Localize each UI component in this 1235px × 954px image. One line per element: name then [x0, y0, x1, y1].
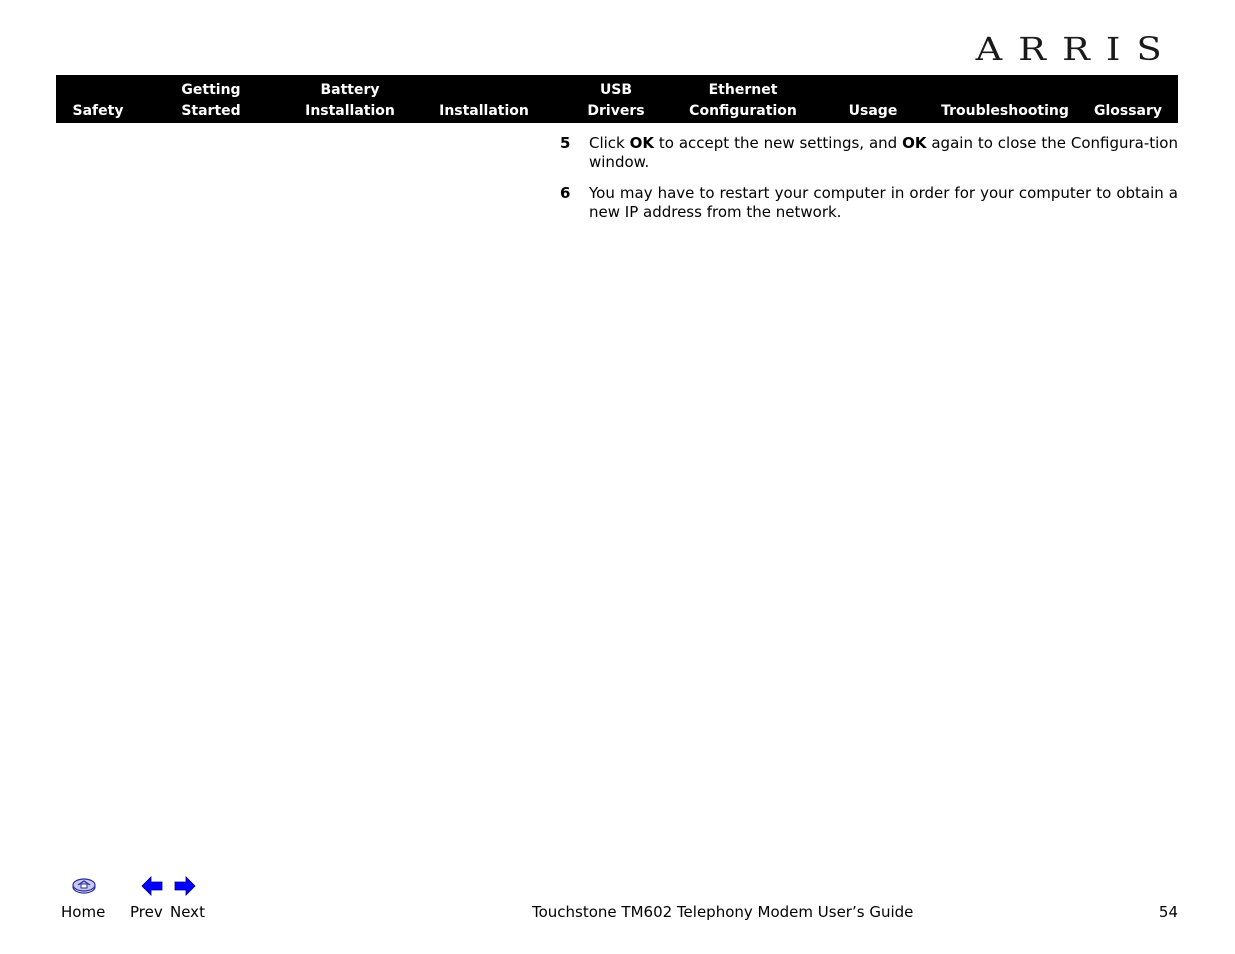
- step-number: 6: [560, 184, 571, 202]
- ok-label: OK: [629, 134, 655, 152]
- home-icon[interactable]: [72, 878, 96, 894]
- nav-battery-installation[interactable]: [290, 75, 410, 123]
- left-arrow-icon[interactable]: [141, 876, 163, 896]
- nav-label-line2: Drivers: [587, 103, 645, 119]
- step-text: You may have to restart your computer in order for your computer to obtain a new IP address from the network.: [589, 184, 1178, 221]
- nav-usage[interactable]: [833, 75, 913, 123]
- nav-label-line2: Configuration: [689, 103, 797, 119]
- prev-link[interactable]: Prev: [130, 903, 163, 921]
- nav-safety[interactable]: [56, 75, 140, 123]
- nav-label-line1: Ethernet: [708, 82, 778, 98]
- next-link[interactable]: Next: [170, 903, 205, 921]
- step-text: Click OK to accept the new settings, and OK again to close the Configura-tion window.: [589, 134, 1178, 171]
- nav-troubleshooting[interactable]: [935, 75, 1075, 123]
- home-link[interactable]: Home: [61, 903, 106, 921]
- page-number: 54: [1158, 903, 1178, 921]
- nav-getting-started[interactable]: [160, 75, 262, 123]
- nav-label-line2: Installation: [305, 103, 395, 119]
- nav-label-line2: Safety: [72, 103, 124, 119]
- nav-label-line2: Usage: [848, 103, 898, 119]
- ok-label: OK: [902, 134, 927, 152]
- nav-label-line2: Troubleshooting: [941, 103, 1069, 119]
- nav-label-line1: Battery: [320, 82, 380, 98]
- nav-installation[interactable]: [424, 75, 544, 123]
- nav-ethernet-configuration[interactable]: [678, 75, 808, 123]
- document-title: Touchstone TM602 Telephony Modem User’s Guide: [532, 903, 914, 921]
- nav-label-line2: Glossary: [1093, 103, 1163, 119]
- nav-glossary[interactable]: [1088, 75, 1168, 123]
- nav-usb-drivers[interactable]: [571, 75, 661, 123]
- nav-label-line1: USB: [599, 82, 633, 98]
- step-5: [560, 134, 1178, 172]
- top-navigation-bar: [56, 75, 1178, 123]
- step-number: 5: [560, 134, 571, 152]
- step-6: [560, 184, 1178, 222]
- arris-logo: ARRIS: [975, 30, 1178, 68]
- instruction-steps: [560, 134, 1178, 234]
- nav-label-line2: Started: [181, 103, 241, 119]
- right-arrow-icon[interactable]: [174, 876, 196, 896]
- nav-label-line2: Installation: [439, 103, 529, 119]
- nav-label-line1: Getting: [181, 82, 241, 98]
